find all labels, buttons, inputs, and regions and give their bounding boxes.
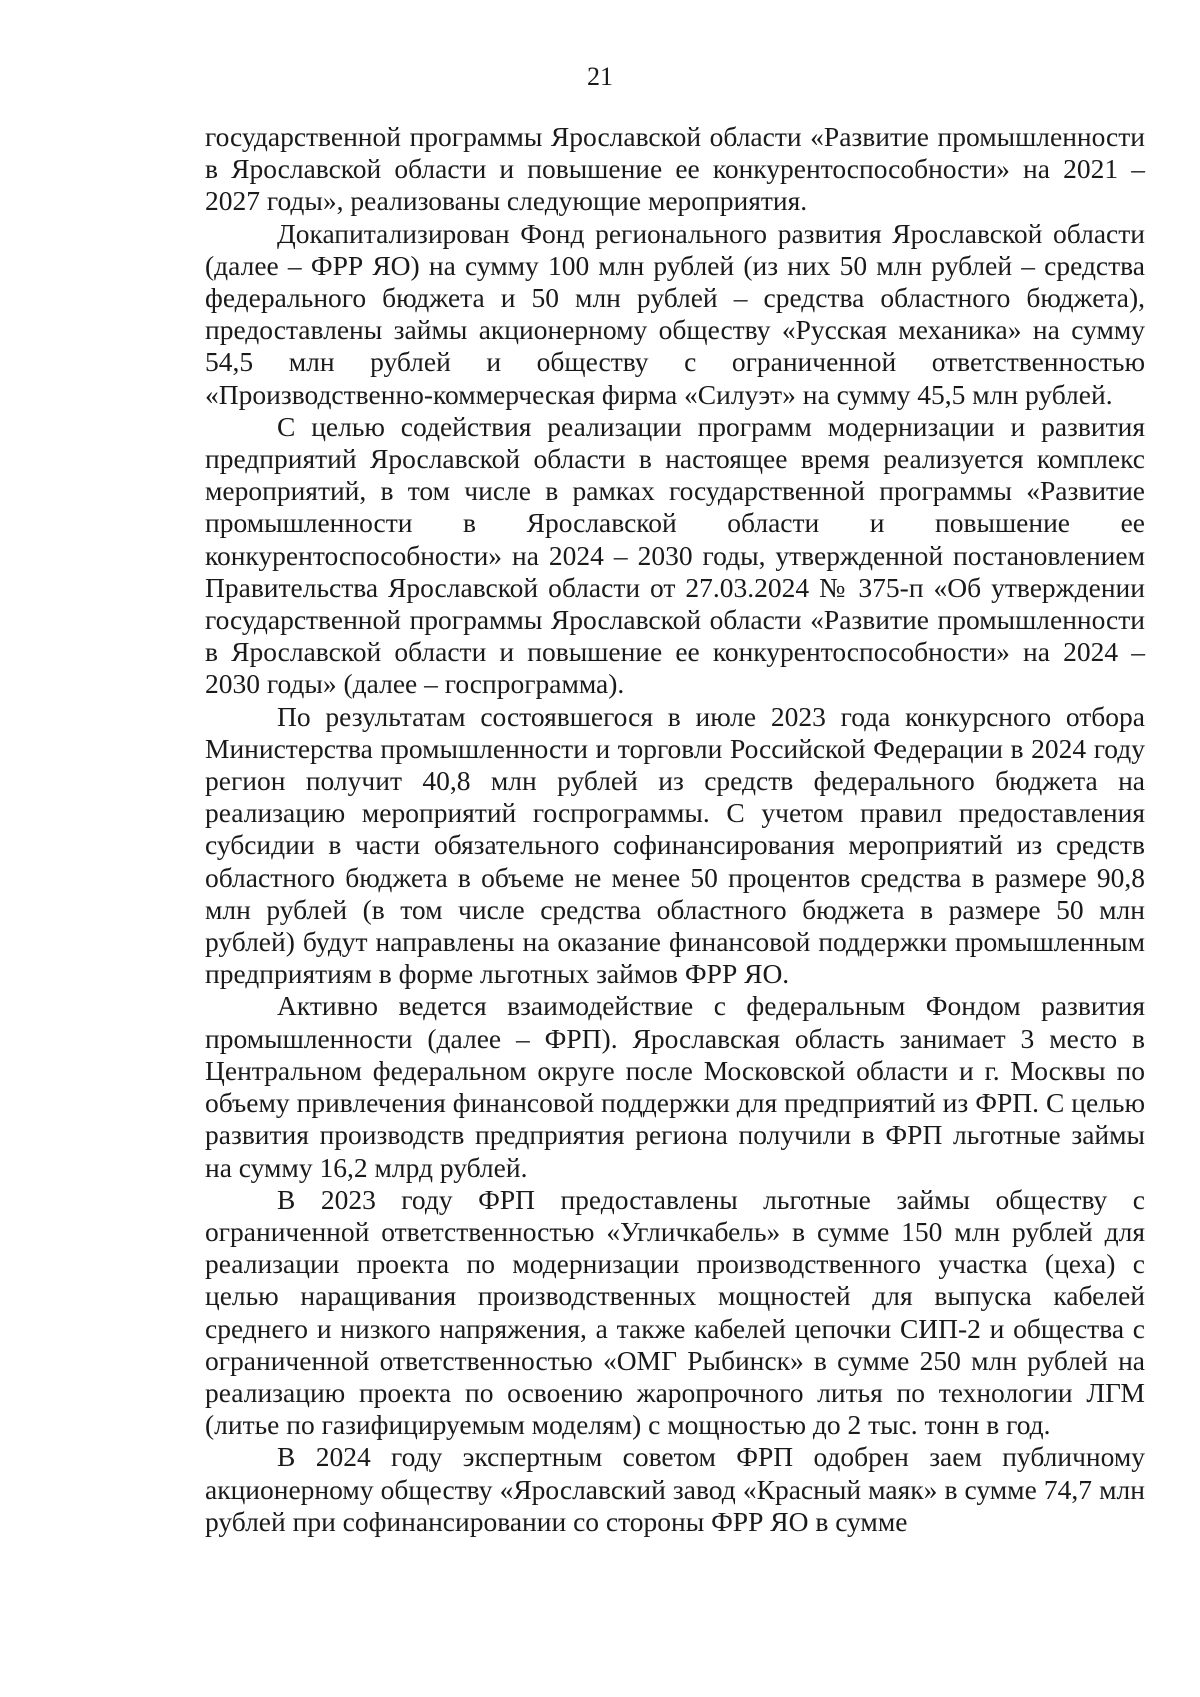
paragraph-7: В 2024 году экспертным советом ФРП одобрен заем публичному акционерному обществу «Ярославский завод «Красный маяк» в сумме 74,7 млн рублей при софинансировании со стороны ФРР ЯО в сумме (205, 1441, 1145, 1537)
paragraph-5: Активно ведется взаимодействие с федеральным Фондом развития промышленности (далее – ФРП). Ярославская область занимает 3 место в Центральном федеральном округе после Московской области и г. Москвы по объему привлечения финансовой поддержки для предприятий из ФРП. С целью развития производств предприятия региона получили в ФРП льготные займы на сумму 16,2 млрд рублей. (205, 990, 1145, 1183)
paragraph-2: Докапитализирован Фонд регионального развития Ярославской области (далее – ФРР ЯО) на сумму 100 млн рублей (из них 50 млн рублей – средства федерального бюджета и 50 млн рублей – средства областного бюджета), предоставлены займы акционерному обществу «Русская механика» на сумму 54,5 млн рублей и обществу с ограниченной ответственностью «Производственно-коммерческая фирма «Силуэт» на сумму 45,5 млн рублей. (205, 217, 1145, 410)
document-body (205, 121, 1145, 1538)
paragraph-3: С целью содействия реализации программ модернизации и развития предприятий Ярославской области в настоящее время реализуется комплекс мероприятий, в том числе в рамках государственной программы «Развитие промышленности в Ярославской области и повышение ее конкурентоспособности» на 2024 – 2030 годы, утвержденной постановлением Правительства Ярославской области от 27.03.2024 № 375-п «Об утверждении государственной программы Ярославской области «Развитие промышленности в Ярославской области и повышение ее конкурентоспособности» на 2024 – 2030 годы» (далее – госпрограмма). (205, 410, 1145, 700)
paragraph-6: В 2023 году ФРП предоставлены льготные займы обществу с ограниченной ответственностью «Угличкабель» в сумме 150 млн рублей для реализации проекта по модернизации производственного участка (цеха) с целью наращивания производственных мощностей для выпуска кабелей среднего и низкого напряжения, а также кабелей цепочки СИП-2 и общества с ограниченной ответственностью «ОМГ Рыбинск» в сумме 250 млн рублей на реализацию проекта по освоению жаропрочного литья по технологии ЛГМ (литье по газифицируемым моделям) с мощностью до 2 тыс. тонн в год. (205, 1183, 1145, 1441)
paragraph-1: государственной программы Ярославской области «Развитие промышленности в Ярославской области и повышение ее конкурентоспособности» на 2021 – 2027 годы», реализованы следующие мероприятия. (205, 121, 1145, 217)
paragraph-4: По результатам состоявшегося в июле 2023 года конкурсного отбора Министерства промышленности и торговли Российской Федерации в 2024 году регион получит 40,8 млн рублей из средств федерального бюджета на реализацию мероприятий госпрограммы. С учетом правил предоставления субсидии в части обязательного софинансирования мероприятий из средств областного бюджета в объеме не менее 50 процентов средства в размере 90,8 млн рублей (в том числе средства областного бюджета в размере 50 млн рублей) будут направлены на оказание финансовой поддержки промышленным предприятиям в форме льготных займов ФРР ЯО. (205, 700, 1145, 990)
page-number: 21 (587, 62, 613, 91)
